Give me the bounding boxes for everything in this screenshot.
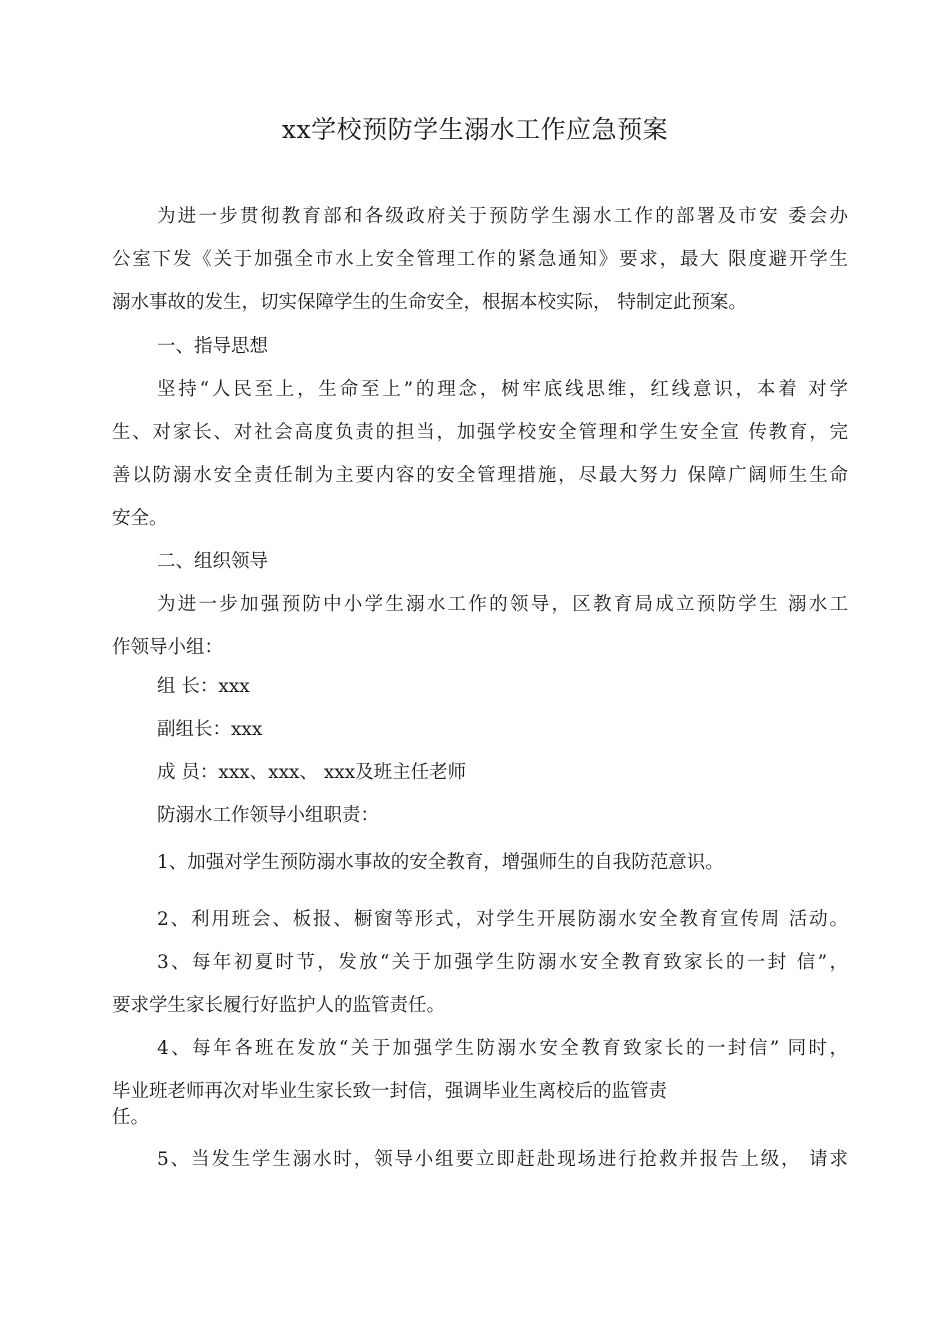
intro-line-2: 公室下发《关于加强全市水上安全管理工作的紧急通知》要求，最大 限度避开学生 — [112, 249, 848, 270]
group-leader: 组 长：xxx — [157, 676, 250, 697]
organization-line-2: 作领导小组： — [112, 637, 224, 658]
ideology-line-4: 安全。 — [112, 508, 168, 529]
ideology-line-3: 善以防溺水安全责任制为主要内容的安全管理措施，尽最大努力 保障广阔师生生命 — [112, 465, 848, 486]
duties-heading: 防溺水工作领导小组职责： — [157, 805, 380, 826]
duty-item-1: 1、加强对学生预防溺水事故的安全教育，增强师生的自我防范意识。 — [157, 852, 724, 873]
ideology-line-1: 坚持“人民至上，生命至上”的理念，树牢底线思维，红线意识，本着 对学 — [157, 379, 848, 400]
duty-item-5-line-1: 5、当发生学生溺水时，领导小组要立即赶赴现场进行抢救并报告上级， 请求 — [157, 1149, 848, 1170]
duty-item-4-line-1: 4、每年各班在发放“关于加强学生防溺水安全教育致家长的一封信” 同时， — [157, 1038, 848, 1059]
duty-item-3-line-1: 3、每年初夏时节，发放“关于加强学生防溺水安全教育致家长的一封 信”， — [157, 952, 848, 973]
ideology-line-2: 生、对家长、对社会高度负责的担当，加强学校安全管理和学生安全宣 传教育，完 — [112, 422, 848, 443]
section-heading-organization: 二、组织领导 — [157, 551, 269, 572]
duty-item-4-line-3: 任。 — [112, 1107, 150, 1128]
document-title: xx学校预防学生溺水工作应急预案 — [281, 115, 669, 144]
group-members: 成 员：xxx、xxx、 xxx及班主任老师 — [157, 762, 467, 783]
organization-line-1: 为进一步加强预防中小学生溺水工作的领导，区教育局成立预防学生 溺水工 — [157, 594, 848, 615]
duty-item-3-line-2: 要求学生家长履行好监护人的监管责任。 — [112, 995, 446, 1016]
intro-line-3: 溺水事故的发生，切实保障学生的生命安全，根据本校实际， 特制定此预案。 — [112, 292, 747, 313]
intro-line-1: 为进一步贯彻教育部和各级政府关于预防学生溺水工作的部署及市安 委会办 — [157, 206, 848, 227]
deputy-leader: 副组长：xxx — [157, 719, 263, 740]
section-heading-guiding-ideology: 一、指导思想 — [157, 336, 269, 357]
duty-item-4-line-2: 毕业班老师再次对毕业生家长致一封信，强调毕业生离校后的监管责 — [112, 1081, 668, 1102]
duty-item-2: 2、利用班会、板报、橱窗等形式，对学生开展防溺水安全教育宣传周 活动。 — [157, 909, 848, 930]
